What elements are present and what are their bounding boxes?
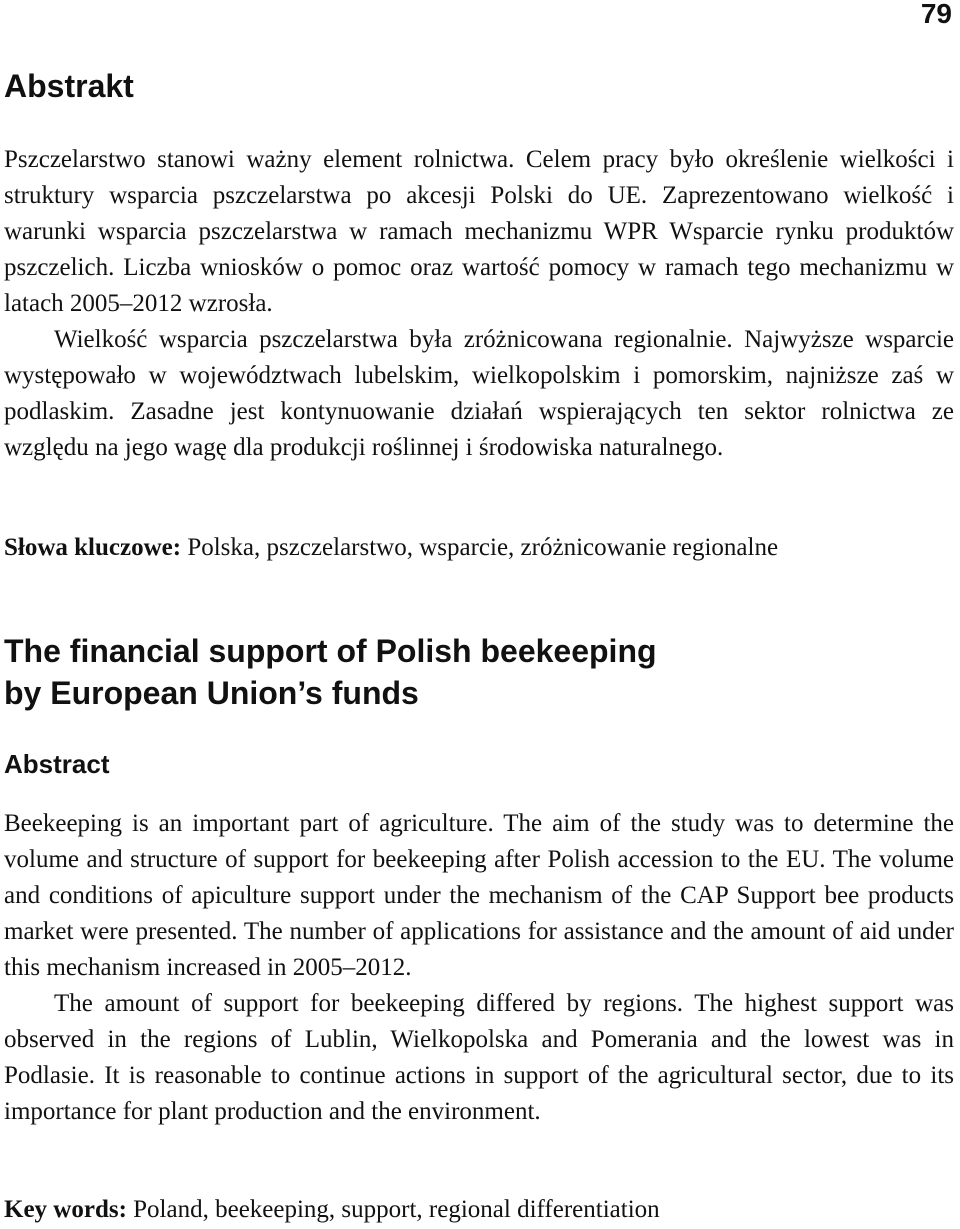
abstract-paragraph-english-1: Beekeeping is an important part of agriculture. The aim of the study was to determine the volume and structure of support for beekeeping after Polish accession to the EU. The volume and conditions of apiculture support under the mechanism of the CAP Support bee products market were presented. The number of applications for assistance and the amount of aid under this mechanism increased in 2005–2012. — [4, 810, 954, 981]
keywords-list-english: Poland, beekeeping, support, regional differentiation — [133, 1196, 660, 1223]
keywords-label-english: Key words: — [4, 1196, 127, 1223]
abstract-body-english — [4, 806, 954, 1130]
keywords-english — [4, 1192, 954, 1228]
abstract-heading-english: Abstract — [4, 749, 110, 779]
keywords-list-polish: Polska, pszczelarstwo, wsparcie, zróżnicowanie regionalne — [187, 534, 779, 561]
title-line-1: The financial support of Polish beekeeping — [4, 633, 657, 669]
abstract-heading-polish: Abstrakt — [4, 68, 134, 104]
keywords-polish — [4, 530, 954, 566]
abstract-paragraph-polish-2: Wielkość wsparcia pszczelarstwa była zróżnicowana regionalnie. Najwyższe wsparcie występowało w województwach lubelskim, wielkopolskim i pomorskim, najniższe zaś w podlaskim. Zasadne jest kontynuowanie działań wspierających ten sektor rolnictwa ze względu na jego wagę dla produkcji roślinnej i środowiska naturalnego. — [4, 326, 954, 461]
abstract-body-polish — [4, 142, 954, 466]
keywords-label-polish: Słowa kluczowe: — [4, 534, 182, 561]
page-number: 79 — [920, 0, 952, 29]
title-line-2: by European Union’s funds — [4, 675, 419, 711]
abstract-paragraph-polish-1: Pszczelarstwo stanowi ważny element rolnictwa. Celem pracy było określenie wielkości i struktury wsparcia pszczelarstwa po akcesji Polski do UE. Zaprezentowano wielkość i warunki wsparcia pszczelarstwa w ramach mechanizmu WPR Wsparcie rynku produktów pszczelich. Liczba wniosków o pomoc oraz wartość pomocy w ramach tego mechanizmu w latach 2005–2012 wzrosła. — [4, 146, 954, 317]
abstract-paragraph-english-2: The amount of support for beekeeping differed by regions. The highest support was observed in the regions of Lublin, Wielkopolska and Pomerania and the lowest was in Podlasie. It is reasonable to continue actions in support of the agricultural sector, due to its importance for plant production and the environment. — [4, 990, 954, 1125]
paper-title-english — [4, 630, 954, 714]
